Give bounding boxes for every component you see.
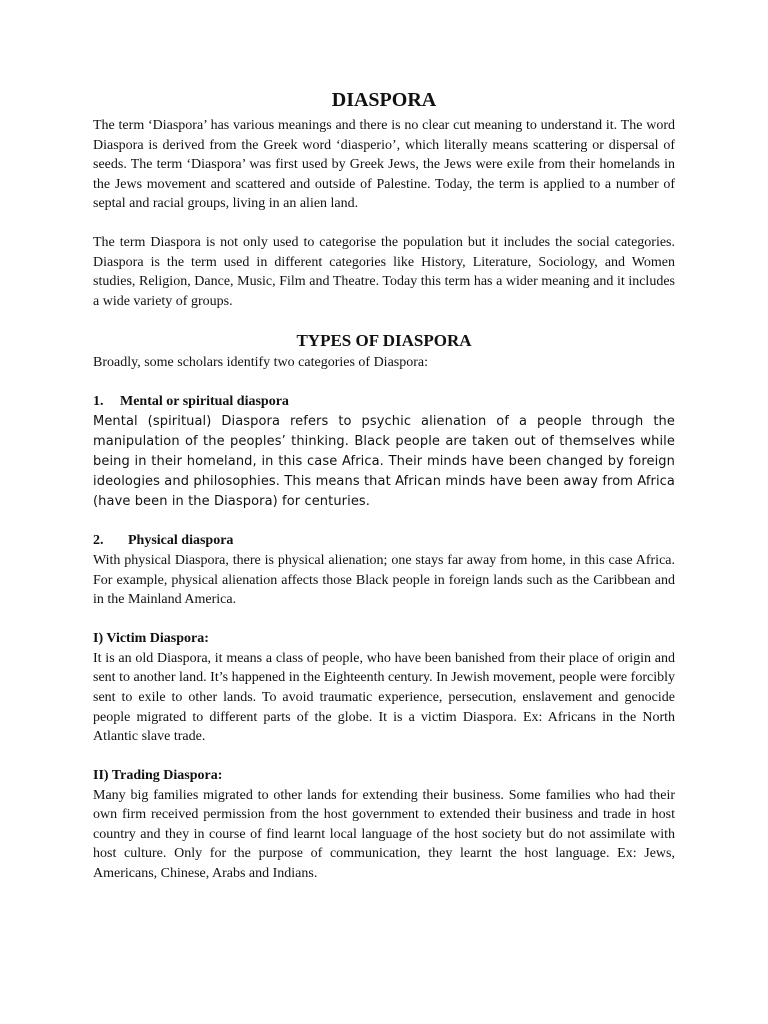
types-intro: Broadly, some scholars identify two categories of Diaspora: bbox=[93, 355, 429, 371]
page-title: DIASPORA bbox=[331, 89, 437, 111]
section-heading-physical bbox=[93, 531, 675, 551]
section-heading-text: Physical diaspora bbox=[128, 532, 234, 548]
document-body bbox=[93, 87, 675, 884]
section-heading-mental bbox=[93, 392, 675, 412]
intro-paragraph-1: The term ‘Diaspora’ has various meanings and there is no clear cut meaning to understand it. The word Diaspora is derived from the Greek word ‘diasperio’, which literally means scattering or dispersal of seeds. The term ‘Diaspora’ was first used by Greek Jews, the Jews were exile from their homelands in the Jews movement and scattered and outside of Palestine. Today, the term is applied to a number of septal and racial groups, living in an alien land. bbox=[93, 118, 675, 212]
types-heading: TYPES OF DIASPORA bbox=[296, 331, 472, 351]
section-body-mental: Mental (spiritual) Diaspora refers to psychic alienation of a people through the manipulation of the peoples’ thinking. Black people are taken out of themselves while being in their homeland, in this case Africa. Their minds have been changed by foreign ideologies and philosophies. This means that African minds have been away from Africa (have been in the Diaspora) for centuries. bbox=[93, 413, 675, 509]
section-heading-text: Mental or spiritual diaspora bbox=[120, 393, 289, 409]
section-number: 1. bbox=[93, 393, 104, 409]
section-heading-trading: II) Trading Diaspora: bbox=[93, 767, 223, 783]
section-heading-victim: I) Victim Diaspora: bbox=[93, 630, 209, 646]
section-body-physical: With physical Diaspora, there is physical alienation; one stays far away from home, in this case Africa. For example, physical alienation affects those Black people in foreign lands such as the Caribbean and in the Mainland America. bbox=[93, 552, 675, 608]
section-body-trading: Many big families migrated to other lands for extending their business. Some families who had their own firm received permission from the host government to extended their business and trade in host country and they in course of find learnt local language of the host society but do not assimilate with host culture. Only for the purpose of communication, they learnt the host language. Ex: Jews, Americans, Chinese, Arabs and Indians. bbox=[93, 787, 675, 882]
section-number: 2. bbox=[93, 532, 104, 548]
section-body-victim: It is an old Diaspora, it means a class of people, who have been banished from their place of origin and sent to another land. It’s happened in the Eighteenth century. In Jewish movement, people were forcibly sent to exile to other lands. To avoid traumatic experience, persecution, enslavement and genocide people migrated to different parts of the globe. It is a victim Diaspora. Ex: Africans in the North Atlantic slave trade. bbox=[93, 650, 675, 745]
intro-paragraph-2: The term Diaspora is not only used to categorise the population but it includes the social categories. Diaspora is the term used in different categories like History, Literature, Sociology, and Women studies, Religion, Dance, Music, Film and Theatre. Today this term has a wider meaning and it includes a wide variety of groups. bbox=[93, 234, 675, 309]
